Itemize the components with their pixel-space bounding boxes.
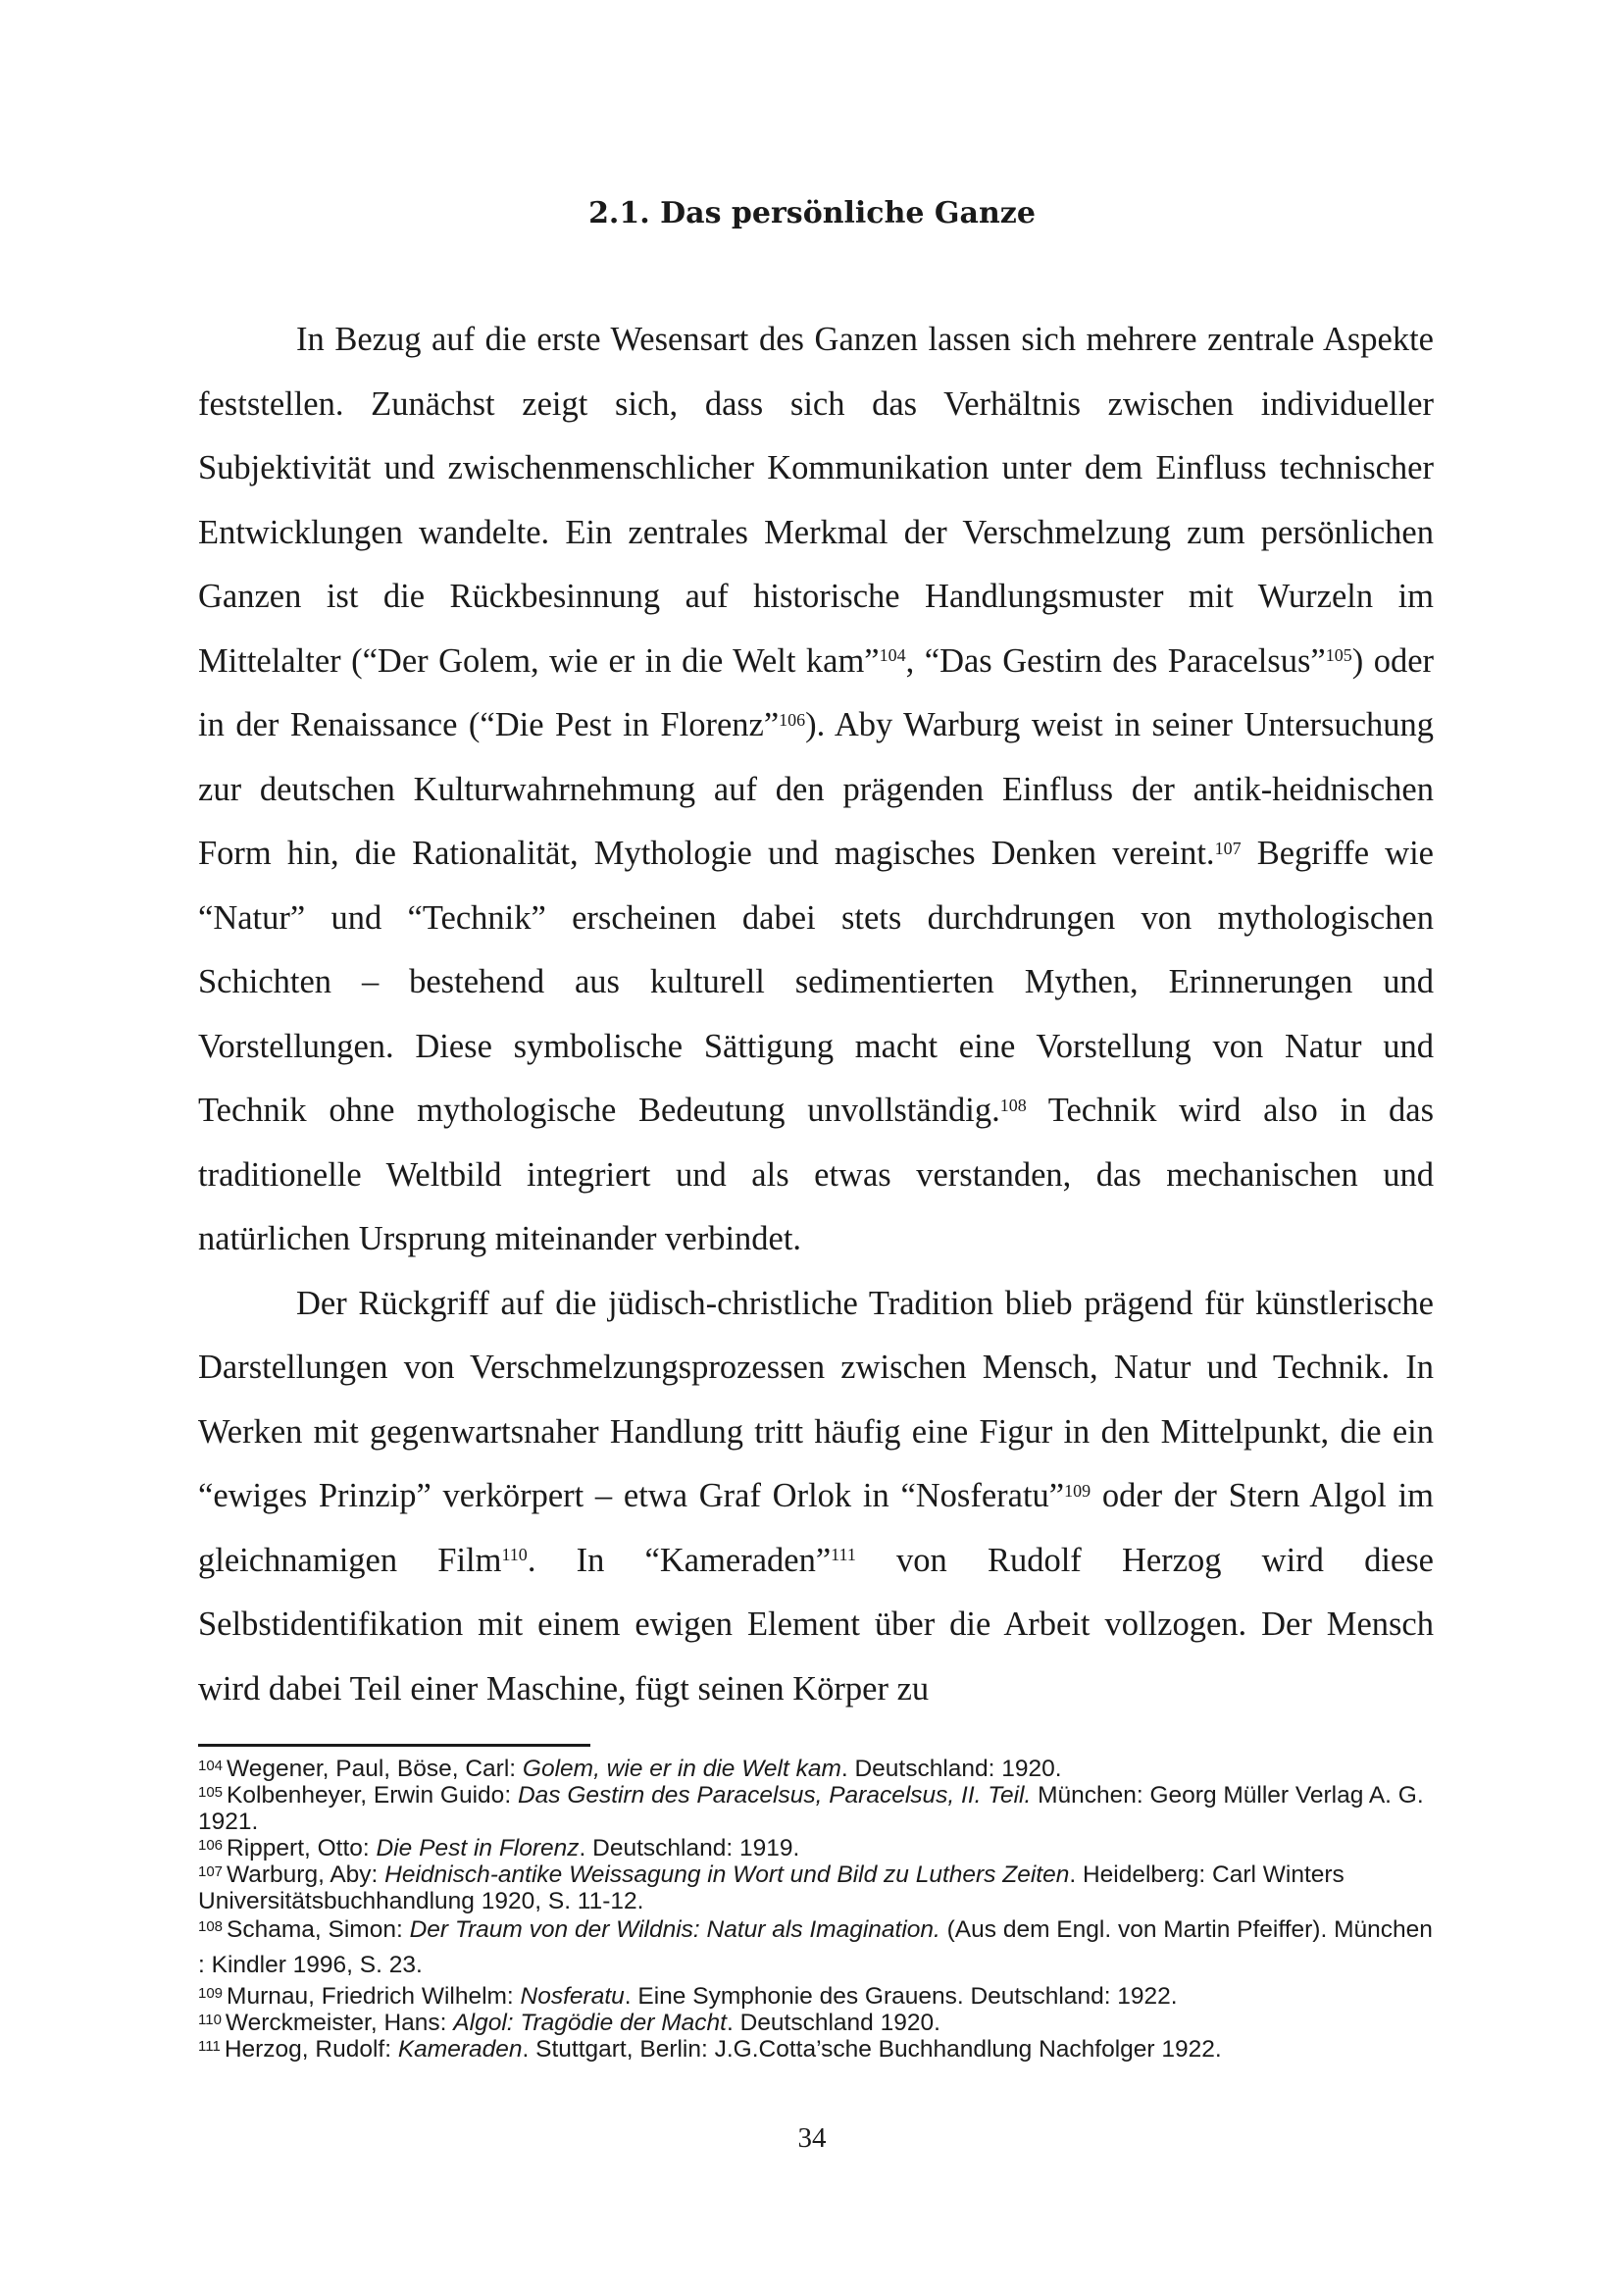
footnote-number: 108 [198,1917,224,1935]
page-number: 34 [797,2122,827,2154]
footnote-number: 107 [198,1862,224,1880]
footnote-110 [198,2010,1434,2036]
footnote-details: München: Georg Müller Verlag A. G. 1921. [198,1782,1424,1835]
footnote-details: . Deutschland: 1920. [840,1756,1062,1782]
footnote-author: Rippert, Otto: [227,1835,377,1861]
footnote-author: Herzog, Rudolf: [224,2036,398,2063]
text-run: In Bezug auf die erste Wesensart des Ganzen lassen sich mehrere zentrale Aspekte feststellen. Zunächst zeigt sich, dass sich das Verhältnis zwischen individueller Subjektivität und zwischenmenschlicher Kommunikation unter dem Einfluss technischer Entwicklungen wandelte. Ein zentrales Merkmal der Verschmelzung zum persönlichen Ganzen ist die Rückbesinnung auf historische Handlungsmuster mit Wurzeln im Mittelalter (“Der Golem, wie er in die Welt kam” [198,321,1434,680]
text-run: Der Rückgriff auf die jüdisch-christliche Tradition blieb prägend für künstlerische Darstellungen von Verschmelzungsprozessen zwischen Mensch, Natur und Technik. In Werken mit gegenwartsnaher Handlung tritt häufig eine Figur in den Mittelpunkt, die ein “ewiges Prinzip” verkörpert – etwa Graf Orlok in “Nosferatu” [198,1284,1434,1514]
footnote-ref-104[interactable]: 104 [879,645,906,665]
footnote-number: 105 [198,1783,224,1801]
footnotes [198,1756,1434,2063]
footnote-separator [198,1744,590,1747]
text-run: , “Das Gestirn des Paracelsus” [905,641,1326,680]
footnote-108 [198,1912,1434,1983]
footnote-number: 104 [198,1757,224,1774]
footnote-ref-105[interactable]: 105 [1325,645,1352,665]
footnote-107 [198,1861,1434,1914]
footnote-ref-107[interactable]: 107 [1214,838,1242,858]
footnote-title: Kameraden [397,2036,523,2063]
footnote-number: 106 [198,1836,224,1854]
footnote-details: . Heidelberg: Carl Winters Universitätsbuchhandlung 1920, S. 11-12. [198,1861,1345,1914]
footnote-title: Algol: Tragödie der Macht [453,2010,727,2036]
footnote-title: Das Gestirn des Paracelsus, Paracelsus, II. Teil. [517,1782,1032,1809]
footnote-author: Kolbenheyer, Erwin Guido: [227,1782,518,1809]
footnote-title: Golem, wie er in die Welt kam [522,1756,841,1782]
footnote-author: Schama, Simon: [227,1916,410,1943]
footnote-number: 109 [198,1984,224,2002]
footnote-number: 110 [198,2011,222,2028]
text-run: ) oder in der Renaissance (“Die Pest in Florenz” [198,641,1434,743]
footnote-title: Heidnisch-antike Weissagung in Wort und Bild zu Luthers Zeiten [384,1861,1070,1888]
footnote-109 [198,1983,1434,2010]
footnote-author: Warburg, Aby: [227,1861,385,1888]
footnote-details: . Deutschland: 1919. [579,1835,800,1861]
footnote-details: (Aus dem Engl. von Martin Pfeiffer). München : Kindler 1996, S. 23. [198,1916,1433,1978]
text-run: Begriffe wie “Natur” und “Technik” erscheinen dabei stets durchdrungen von mythologischen Schichten – bestehend aus kulturell sedimentierten Mythen, Erinnerungen und Vorstellungen. Diese symbolische Sättigung macht eine Vorstellung von Natur und Technik ohne mythologische Bedeutung unvollständig. [198,835,1434,1129]
text-run: oder der Stern Algol im gleichnamigen Film [198,1477,1435,1579]
body-text [198,308,1434,1721]
footnote-ref-108[interactable]: 108 [999,1095,1027,1115]
footnote-title: Nosferatu [520,1983,625,2010]
footnote-ref-111[interactable]: 111 [831,1545,856,1564]
text-run: ). Aby Warburg weist in seiner Untersuchung zur deutschen Kulturwahrnehmung auf den prägenden Einfluss der antik-heidnischen Form hin, die Rationalität, Mythologie und magisches Denken vereint. [198,706,1435,872]
text-run: . In “Kameraden” [527,1541,832,1579]
footnote-106 [198,1835,1434,1861]
footnote-title: Die Pest in Florenz [376,1835,580,1861]
footnote-details: . Stuttgart, Berlin: J.G.Cotta’sche Buchhandlung Nachfolger 1922. [522,2036,1222,2063]
footnote-ref-106[interactable]: 106 [779,709,806,730]
section-heading: 2.1. Das persönliche Ganze [588,196,1036,230]
text-run: von Rudolf Herzog wird diese Selbstidentifikation mit einem ewigen Element über die Arbeit vollzogen. Der Mensch wird dabei Teil einer Maschine, fügt seinen Körper zu [198,1541,1434,1708]
footnote-details: . Deutschland 1920. [727,2010,940,2036]
footnote-104 [198,1756,1434,1782]
footnote-number: 111 [198,2037,221,2055]
footnote-ref-110[interactable]: 110 [501,1545,528,1564]
paragraph-1 [198,308,1434,1272]
footnote-ref-109[interactable]: 109 [1064,1480,1091,1501]
footnote-author: Murnau, Friedrich Wilhelm: [227,1983,521,2010]
footnote-111 [198,2036,1434,2063]
footnote-105 [198,1782,1434,1835]
footnote-title: Der Traum von der Wildnis: Natur als Imagination. [409,1916,940,1943]
footnote-details: . Eine Symphonie des Grauens. Deutschland: 1922. [624,1983,1178,2010]
paragraph-2 [198,1272,1434,1722]
footnote-author: Werckmeister, Hans: [225,2010,454,2036]
text-run: Technik wird also in das traditionelle Weltbild integriert und als etwas verstanden, das mechanischen und natürlichen Ursprung miteinander verbindet. [198,1092,1435,1257]
footnote-author: Wegener, Paul, Böse, Carl: [227,1756,523,1782]
